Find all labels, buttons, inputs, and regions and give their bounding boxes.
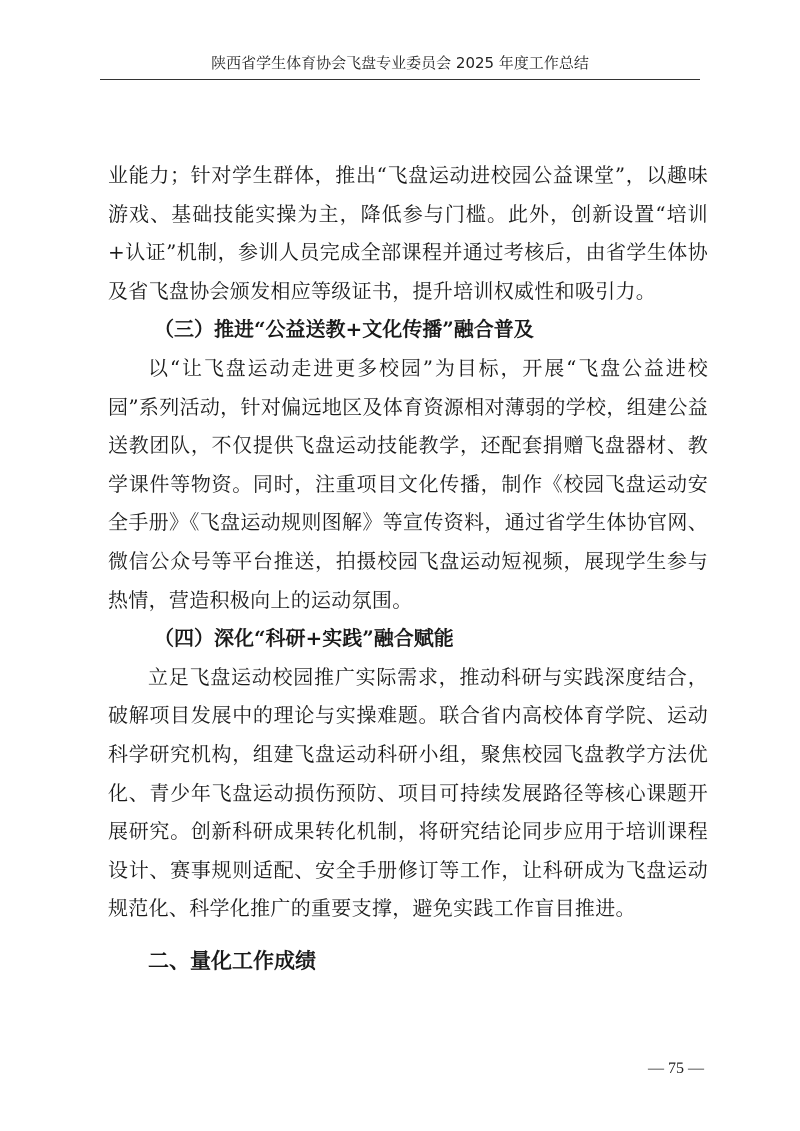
page-number: — 75 — (648, 1060, 704, 1077)
page-header (100, 52, 700, 80)
document-body (108, 156, 708, 980)
paragraph-training-continued: 业能力；针对学生群体，推出“飞盘运动进校园公益课堂”，以趣味游戏、基础技能实操为主，降低参与门槛。此外，创新设置“培训+认证”机制，参训人员完成全部课程并通过考核后，由省学生体协及省飞盘协会颁发相应等级证书，提升培训权威性和吸引力。 (108, 163, 708, 303)
subheading-public-welfare: （三）推进“公益送教+文化传播”融合普及 (154, 317, 534, 342)
subheading-research-practice: （四）深化“科研+实践”融合赋能 (154, 626, 454, 651)
header-title: 陕西省学生体育协会飞盘专业委员会 2025 年度工作总结 (211, 54, 589, 72)
section-heading-quantified-results: 二、量化工作成绩 (148, 948, 316, 973)
paragraph-public-welfare: 以“让飞盘运动走进更多校园”为目标，开展“飞盘公益进校园”系列活动，针对偏远地区及体育资源相对薄弱的学校，组建公益送教团队，不仅提供飞盘运动技能教学，还配套捐赠飞盘器材、教学课件等物资。同时，注重项目文化传播，制作《校园飞盘运动安全手册》《飞盘运动规则图解》等宣传资料，通过省学生体协官网、微信公众号等平台推送，拍摄校园飞盘运动短视频，展现学生参与热情，营造积极向上的运动氛围。 (108, 355, 708, 612)
paragraph-research-practice: 立足飞盘运动校园推广实际需求，推动科研与实践深度结合，破解项目发展中的理论与实操难题。联合省内高校体育学院、运动科学研究机构，组建飞盘运动科研小组，聚焦校园飞盘教学方法优化、青少年飞盘运动损伤预防、项目可持续发展路径等核心课题开展研究。创新科研成果转化机制，将研究结论同步应用于培训课程设计、赛事规则适配、安全手册修订等工作，让科研成为飞盘运动规范化、科学化推广的重要支撑，避免实践工作盲目推进。 (108, 664, 708, 921)
